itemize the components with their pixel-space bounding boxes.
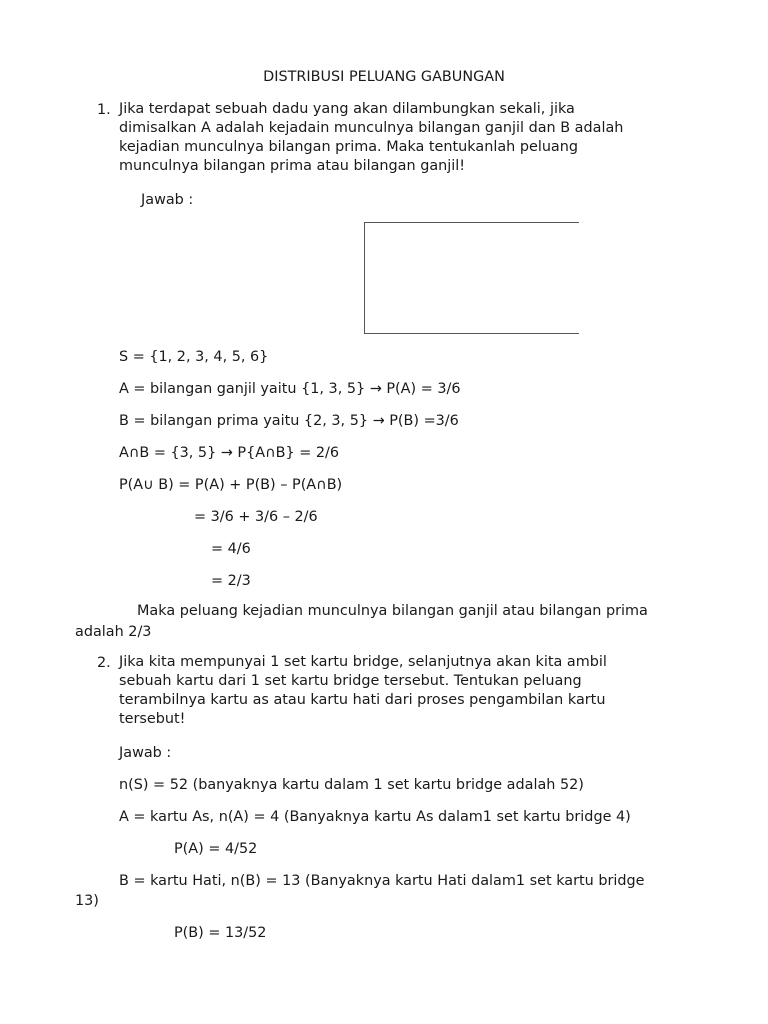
q1-question-line: Jika terdapat sebuah dadu yang akan dilambungkan sekali, jika xyxy=(119,101,575,117)
q2-probability-a: P(A) = 4/52 xyxy=(174,841,258,857)
q2-event-a: A = kartu As, n(A) = 4 (Banyaknya kartu As dalam1 set kartu bridge 4) xyxy=(119,809,631,825)
q1-question-line: kejadian munculnya bilangan prima. Maka tentukanlah peluang xyxy=(119,139,579,155)
q1-step-2: = 4/6 xyxy=(211,541,251,557)
q1-question-line: dimisalkan A adalah kejadain munculnya bilangan ganjil dan B adalah xyxy=(119,120,624,136)
q1-question xyxy=(119,100,623,176)
q2-question-line: tersebut! xyxy=(119,711,186,727)
q2-probability-b: P(B) = 13/52 xyxy=(174,925,267,941)
q2-question-line: sebuah kartu dari 1 set kartu bridge tersebut. Tentukan peluang xyxy=(119,673,582,689)
q1-union-formula: P(A∪ B) = P(A) + P(B) – P(A∩B) xyxy=(119,477,343,493)
q1-number: 1. xyxy=(97,102,111,118)
q1-event-b: B = bilangan prima yaitu {2, 3, 5} → P(B) =3/6 xyxy=(119,413,459,429)
q2-question xyxy=(119,653,607,729)
q2-event-b-line-2: 13) xyxy=(75,893,99,909)
q1-step-3: = 2/3 xyxy=(211,573,251,589)
q1-conclusion-line-2: adalah 2/3 xyxy=(75,624,152,640)
q1-intersection: A∩B = {3, 5} → P{A∩B} = 2/6 xyxy=(119,445,340,461)
q2-jawab-label: Jawab : xyxy=(119,745,172,761)
q2-question-line: Jika kita mempunyai 1 set kartu bridge, selanjutnya akan kita ambil xyxy=(119,654,607,670)
q1-sample-space: S = {1, 2, 3, 4, 5, 6} xyxy=(119,349,269,365)
q1-conclusion-line-1: Maka peluang kejadian munculnya bilangan ganjil atau bilangan prima xyxy=(137,603,648,619)
q2-question-line: terambilnya kartu as atau kartu hati dari proses pengambilan kartu xyxy=(119,692,606,708)
q1-question-line: munculnya bilangan prima atau bilangan ganjil! xyxy=(119,158,466,174)
empty-figure-box xyxy=(364,222,579,334)
q1-step-1: = 3/6 + 3/6 – 2/6 xyxy=(194,509,318,525)
q2-sample-space-count: n(S) = 52 (banyaknya kartu dalam 1 set kartu bridge adalah 52) xyxy=(119,777,584,793)
q2-number: 2. xyxy=(97,655,111,671)
page-title: DISTRIBUSI PELUANG GABUNGAN xyxy=(263,69,505,85)
q1-jawab-label: Jawab : xyxy=(141,192,194,208)
q1-event-a: A = bilangan ganjil yaitu {1, 3, 5} → P(A) = 3/6 xyxy=(119,381,461,397)
q2-event-b-line-1: B = kartu Hati, n(B) = 13 (Banyaknya kartu Hati dalam1 set kartu bridge xyxy=(119,873,645,889)
